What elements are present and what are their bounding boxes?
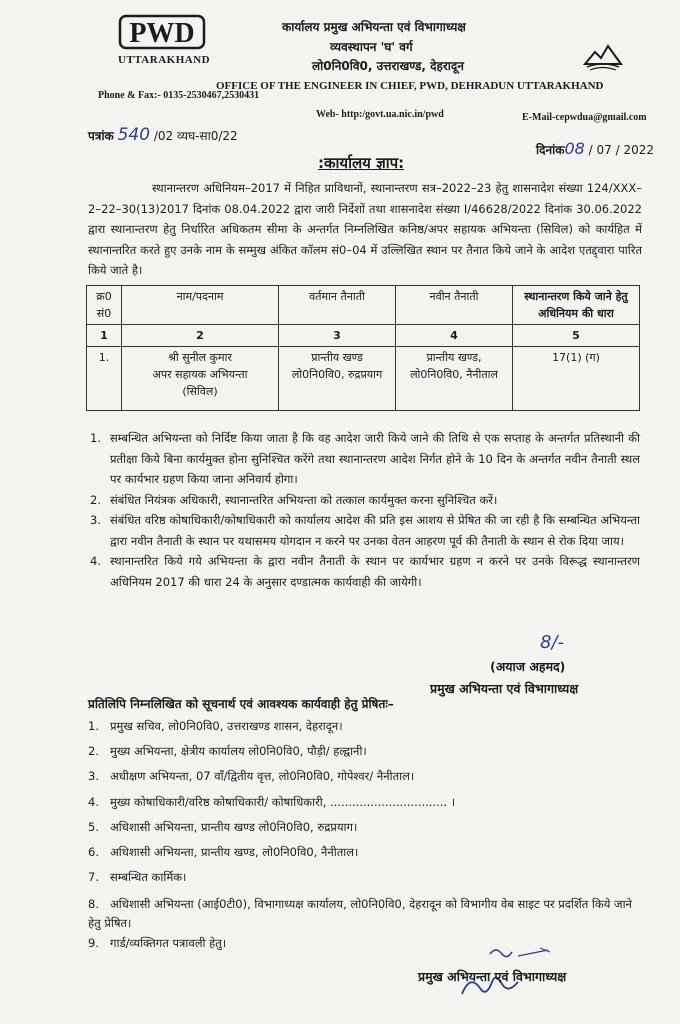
section-title-hindi: व्यवस्थापन 'घ' वर्ग [330, 40, 413, 54]
copy-to-item: 2. मुख्य अभियन्ता, क्षेत्रीय कार्यालय लो0नि0वि0, पौड़ी/ हल्द्वानी। [88, 744, 367, 758]
document-title: :कार्यालय ज्ञाप: [318, 154, 405, 172]
phone-fax: Phone & Fax:- 0135-2530467,2530431 [98, 90, 260, 101]
uttarakhand-emblem-icon [582, 40, 624, 72]
table-column-number-row: 1 2 3 4 5 [87, 325, 640, 347]
office-title-hindi: कार्यालय प्रमुख अभियन्ता एवं विभागाध्यक्ष [282, 20, 466, 34]
cell-sno: 1. [87, 347, 122, 411]
header-new-posting: नवीन तैनाती [396, 286, 513, 325]
footer-signatory-designation: प्रमुख अभियन्ता एवं विभागाध्यक्ष [418, 969, 567, 984]
copy-to-item: 8. अधिशासी अभियन्ता (आई0टी0), विभागाध्यक्ष कार्यालय, लो0नि0वि0, देहरादून को विभागीय वेब साइट पर प्रदर्शित किये जाने हेतु प्रेषित। [88, 897, 632, 930]
logo-subtitle: UTTARAKHAND [118, 54, 211, 66]
copy-to-heading: प्रतिलिपि निम्नलिखित को सूचनार्थ एवं आवश्यक कार्यवाही हेतु प्रेषितः– [88, 697, 394, 711]
reference-handwritten-number: 540 [117, 125, 151, 145]
copy-to-item: 4. मुख्य कोषाधिकारी/वरिष्ठ कोषाधिकारी/ कोषाधिकारी, ................................ । [88, 795, 456, 809]
header-current-posting: वर्तमान तैनाती [279, 286, 396, 325]
pwd-logo [118, 12, 208, 52]
office-title-english: OFFICE OF THE ENGINEER IN CHIEF, PWD, DEHRADUN UTTARAKHAND [216, 80, 604, 92]
signatory-designation: प्रमुख अभियन्ता एवं विभागाध्यक्ष [430, 681, 579, 696]
point-item: 1. सम्बन्धित अभियन्ता को निर्दिष्ट किया जाता है कि वह आदेश जारी किये जाने की तिथि से एक सप्ताह के अन्तर्गत प्रतिस्थानी की प्रतीक्षा किये बिना कार्यमुक्त होना सुनिश्चित करेंगे तथा स्थानान्तरण आदेश निर्गत होने के 10 दिन के अन्तर्गत नवीन तैनाती स्थल पर कार्यभार ग्रहण किया जाना अनिवार्य होगा। [90, 431, 640, 486]
cell-act-section: 17(1) (ग) [513, 347, 640, 411]
address-hindi: लो0नि0वि0, उत्तराखण्ड, देहरादून [312, 59, 464, 73]
intro-paragraph: स्थानान्तरण अधिनियम–2017 में निहित प्राविधानों, स्थानान्तरण सत्र–2022–23 हेतु शासनादेश संख्या 124/XXX–2–22–30(13)2017 दिनांक 08.04.2022 द्वारा जारी निर्देशों तथा शासनादेश संख्या I/46628/2022 दिनांक 30.06.2022 द्वारा स्थानान्तरण हेतु निर्धारित अधिकतम सीमा के अन्तर्गत निम्नलिखित कनिष्ठ/अपर सहायक अभियन्ता (सिविल) को कार्यहित में स्थानान्तरित करते हुए उनके नाम के सम्मुख अंकित कॉलम सं0–04 में उल्लिखित स्थान पर तैनात किये जाने के आदेश एतद्द्वारा पारित किये जाते है। [88, 181, 642, 277]
instruction-points [90, 428, 640, 592]
copy-to-item: 9. गार्ड/व्यक्तिगत पत्रावली हेतु। [88, 936, 227, 950]
copy-to-item: 5. अधिशासी अभियन्ता, प्रान्तीय खण्ड लो0नि0वि0, रुद्रप्रयाग। [88, 820, 358, 834]
cell-current-posting: प्रान्तीय खण्ड लो0नि0वि0, रुद्रप्रयाग [279, 347, 396, 411]
header-name: नाम/पदनाम [122, 286, 279, 325]
website: Web- http:/govt.ua.nic.in/pwd [316, 109, 444, 120]
signatory-name: (अयाज अहमद) [490, 659, 566, 674]
email: E-Mail-cepwdua@gmail.com [522, 112, 647, 123]
reference-number: पत्रांक 540 /02 व्यघ-सा0/22 [88, 125, 238, 145]
cell-name: श्री सुनील कुमार अपर सहायक अभियन्ता (सिविल) [122, 347, 279, 411]
table-header-row [87, 286, 640, 325]
signature-initials: 8/- [540, 632, 565, 653]
reference-date: दिनांक08 / 07 / 2022 [536, 139, 654, 158]
cell-new-posting: प्रान्तीय खण्ड, लो0नि0वि0, नैनीताल [396, 347, 513, 411]
point-item: 3. संबंधित वरिष्ठ कोषाधिकारी/कोषाधिकारी को कार्यालय आदेश की प्रति इस आशय से प्रेषित की जा रही है कि सम्बन्धित अभियन्ता द्वारा नवीन तैनाती के स्थान पर यथासमय योगदान न करने पर उनका वेतन आहरण पूर्व की तैनाती के स्थान से रोक दिया जाय। [90, 513, 640, 548]
logo-text: PWD [129, 18, 195, 49]
transfer-table [86, 285, 640, 411]
copy-to-item: 3. अधीक्षण अभियन्ता, 07 वाँ/द्वितीय वृत्त, लो0नि0वि0, गोपेश्वर/ नैनीताल। [88, 769, 415, 783]
header-sno: क्र0 सं0 [87, 286, 122, 325]
copy-to-item: 6. अधिशासी अभियन्ता, प्रान्तीय खण्ड, लो0नि0वि0, नैनीताल। [88, 845, 359, 859]
point-item: 4. स्थानान्तरित किये गये अभियन्ता के द्वारा नवीन तैनाती के स्थान पर कार्यभार ग्रहण न करने पर उनके विरूद्ध स्थानान्तरण अधिनियम 2017 की धारा 24 के अनुसार दण्डात्मक कार्यवाही की जायेगी। [90, 554, 640, 589]
point-item: 2. संबंधित नियंत्रक अधिकारी, स्थानान्तरित अभियन्ता को तत्काल कार्यमुक्त करना सुनिश्चित करें। [90, 492, 498, 507]
table-row [87, 347, 640, 411]
header-act-section: स्थानान्तरण किये जाने हेतु अधिनियम की धारा [513, 286, 640, 325]
copy-to-item: 1. प्रमुख सचिव, लो0नि0वि0, उत्तराखण्ड शासन, देहरादून। [88, 719, 343, 733]
copy-to-item: 7. सम्बन्धित कार्मिक। [88, 870, 187, 884]
